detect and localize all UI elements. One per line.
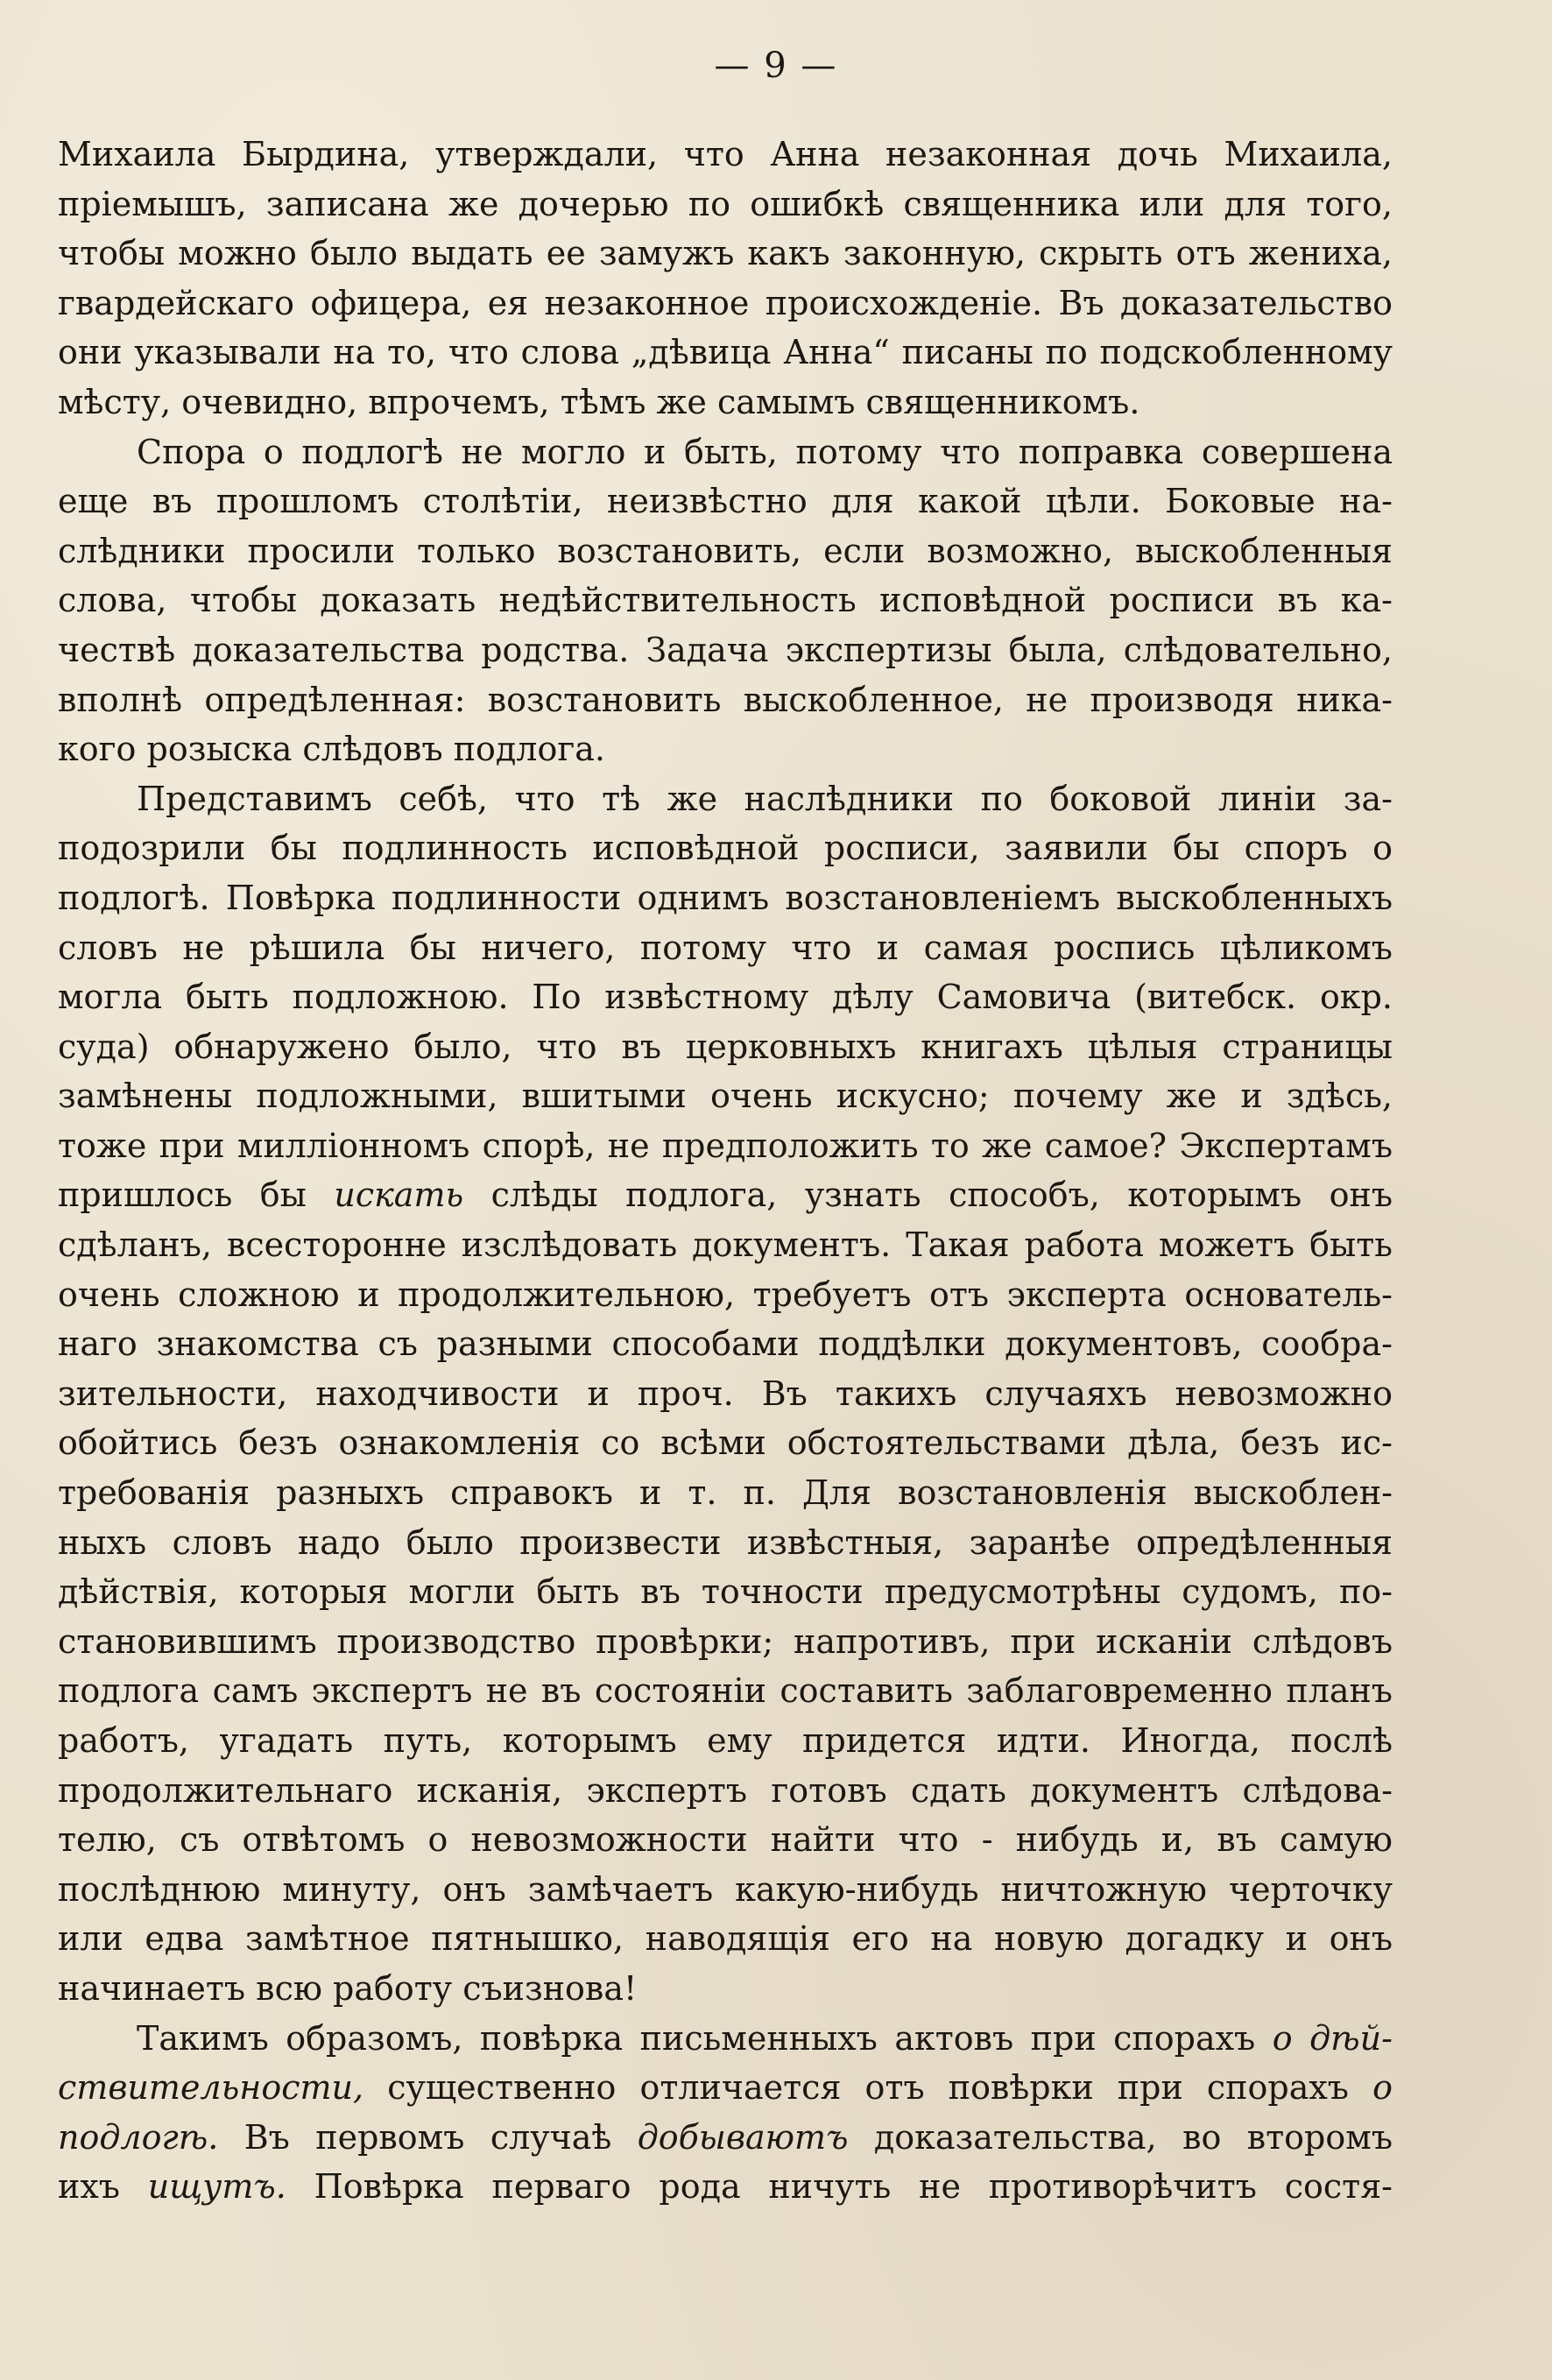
text-run: Такимъ образомъ, повѣрка письменныхъ актовъ при спорахъ bbox=[137, 2018, 1273, 2058]
text-run: ихъ bbox=[58, 2167, 148, 2207]
text-run: подлогѣ. Повѣрка подлинности однимъ возстановленіемъ выскобленныхъ bbox=[58, 878, 1393, 917]
text-line bbox=[58, 1815, 1393, 1865]
text-line bbox=[58, 1121, 1393, 1171]
text-line bbox=[58, 1468, 1393, 1518]
text-line bbox=[58, 328, 1393, 378]
text-run: кого розыска слѣдовъ подлога. bbox=[58, 730, 605, 769]
text-line bbox=[58, 1617, 1393, 1667]
text-line bbox=[58, 576, 1393, 625]
text-run: зительности, находчивости и проч. Въ такихъ случаяхъ невозможно bbox=[58, 1374, 1393, 1413]
text-run: слѣдники просили только возстановить, если возможно, выскобленныя bbox=[58, 531, 1393, 570]
text-run: слова, чтобы доказать недѣйствительность исповѣдной росписи въ ка- bbox=[58, 581, 1393, 620]
text-run: суда) обнаружено было, что въ церковныхъ книгахъ цѣлыя страницы bbox=[58, 1027, 1393, 1066]
text-run: сдѣланъ, всесторонне изслѣдовать документъ. Такая работа можетъ быть bbox=[58, 1225, 1393, 1265]
text-run: послѣднюю минуту, онъ замѣчаетъ какую-нибудь ничтожную черточку bbox=[58, 1869, 1393, 1909]
text-run: наго знакомства съ разными способами поддѣлки документовъ, сообра- bbox=[58, 1324, 1393, 1364]
text-run: обойтись безъ ознакомленія со всѣми обстоятельствами дѣла, безъ ис- bbox=[58, 1423, 1393, 1463]
text-run: Представимъ себѣ, что тѣ же наслѣдники по боковой линіи за- bbox=[137, 779, 1393, 818]
text-run: или едва замѣтное пятнышко, наводящія его на новую догадку и онъ bbox=[58, 1919, 1393, 1959]
text-line bbox=[58, 1716, 1393, 1766]
italic-text: подлогѣ. bbox=[58, 2117, 219, 2157]
text-line bbox=[58, 526, 1393, 576]
text-run: могла быть подложною. По извѣстному дѣлу Самовича (витебск. окр. bbox=[58, 978, 1393, 1017]
text-line bbox=[58, 972, 1393, 1022]
text-run: еще въ прошломъ столѣтіи, неизвѣстно для какой цѣли. Боковые на- bbox=[58, 482, 1393, 521]
text-run: пріемышъ, записана же дочерью по ошибкѣ священника или для того, bbox=[58, 184, 1393, 223]
text-line bbox=[58, 477, 1393, 526]
text-line bbox=[58, 1766, 1393, 1816]
text-run: становившимъ производство провѣрки; напротивъ, при исканіи слѣдовъ bbox=[58, 1621, 1393, 1661]
text-line bbox=[58, 724, 1393, 774]
text-line bbox=[58, 1518, 1393, 1568]
text-line bbox=[58, 1666, 1393, 1716]
text-run: подозрили бы подлинность исповѣдной росписи, заявили бы споръ о bbox=[58, 829, 1393, 868]
text-run: Михаила Бырдина, утверждали, что Анна незаконная дочь Михаила, bbox=[58, 135, 1393, 173]
text-run: словъ не рѣшила бы ничего, потому что и самая роспись цѣликомъ bbox=[58, 928, 1393, 967]
body-text bbox=[58, 130, 1393, 2212]
text-run: тоже при милліонномъ спорѣ, не предположить то же самое? Экспертамъ bbox=[58, 1126, 1393, 1165]
text-run: требованія разныхъ справокъ и т. п. Для возстановленія выскоблен- bbox=[58, 1473, 1393, 1513]
text-line bbox=[58, 229, 1393, 279]
text-run: Спора о подлогѣ не могло и быть, потому что поправка совершена bbox=[137, 432, 1393, 471]
text-line bbox=[58, 675, 1393, 725]
text-run: слѣды подлога, узнать способъ, которымъ онъ bbox=[463, 1176, 1393, 1215]
text-run: они указывали на то, что слова „дѣвица Анна“ писаны по подскобленному bbox=[58, 333, 1393, 372]
text-line bbox=[58, 923, 1393, 973]
text-run: Повѣрка перваго рода ничуть не противорѣчитъ состя- bbox=[286, 2167, 1393, 2207]
text-run: телю, съ отвѣтомъ о невозможности найти что - нибудь и, въ самую bbox=[58, 1820, 1393, 1860]
text-line bbox=[58, 378, 1393, 427]
italic-text: о bbox=[1372, 2068, 1393, 2108]
text-run: замѣнены подложными, вшитыми очень искусно; почему же и здѣсь, bbox=[58, 1077, 1393, 1116]
text-line bbox=[58, 180, 1393, 230]
text-line bbox=[58, 2014, 1393, 2064]
text-run: начинаетъ всю работу съизнова! bbox=[58, 1968, 638, 2008]
text-line bbox=[58, 1914, 1393, 1964]
text-line bbox=[58, 2162, 1393, 2212]
text-run: гвардейскаго офицера, ея незаконное происхожденіе. Въ доказательство bbox=[58, 283, 1393, 322]
text-line bbox=[58, 1369, 1393, 1419]
text-run: мѣсту, очевидно, впрочемъ, тѣмъ же самымъ священникомъ. bbox=[58, 382, 1140, 421]
text-line bbox=[58, 1865, 1393, 1915]
text-run: дѣйствія, которыя могли быть въ точности предусмотрѣны судомъ, по- bbox=[58, 1572, 1393, 1612]
text-run: пришлось бы bbox=[58, 1176, 335, 1215]
text-run: продолжительнаго исканія, экспертъ готовъ сдать документъ слѣдова- bbox=[58, 1770, 1393, 1810]
text-line bbox=[58, 1319, 1393, 1369]
text-line bbox=[58, 2063, 1393, 2113]
text-line bbox=[58, 1270, 1393, 1320]
text-line bbox=[58, 1170, 1393, 1220]
text-line bbox=[58, 823, 1393, 873]
text-line bbox=[58, 427, 1393, 477]
page-number: — 9 — bbox=[714, 46, 838, 86]
text-run: подлога самъ экспертъ не въ состояніи составить заблаговременно планъ bbox=[58, 1671, 1393, 1711]
italic-text: искать bbox=[334, 1176, 464, 1215]
text-line bbox=[58, 1567, 1393, 1617]
text-line bbox=[58, 1071, 1393, 1121]
text-line bbox=[58, 873, 1393, 923]
italic-text: добываютъ bbox=[637, 2117, 849, 2157]
text-run: работъ, угадать путь, которымъ ему придется идти. Иногда, послѣ bbox=[58, 1721, 1393, 1760]
text-line bbox=[58, 1418, 1393, 1468]
italic-text: ствительности, bbox=[58, 2068, 364, 2108]
text-line bbox=[58, 774, 1393, 824]
text-run: существенно отличается отъ повѣрки при спорахъ bbox=[363, 2068, 1373, 2108]
text-run: очень сложною и продолжительною, требуетъ отъ эксперта основатель- bbox=[58, 1275, 1393, 1314]
italic-text: о дѣй- bbox=[1272, 2018, 1393, 2058]
text-line bbox=[58, 1022, 1393, 1072]
text-run: вполнѣ опредѣленная: возстановить выскобленное, не производя ника- bbox=[58, 680, 1393, 719]
text-line bbox=[58, 130, 1393, 180]
text-line bbox=[58, 2113, 1393, 2163]
text-run: доказательства, во второмъ bbox=[848, 2117, 1393, 2157]
text-run: Въ первомъ случаѣ bbox=[218, 2117, 638, 2157]
text-line bbox=[58, 1964, 1393, 2014]
italic-text: ищутъ. bbox=[147, 2167, 286, 2207]
text-run: чествѣ доказательства родства. Задача экспертизы была, слѣдовательно, bbox=[58, 630, 1393, 669]
text-line bbox=[58, 279, 1393, 328]
text-run: ныхъ словъ надо было произвести извѣстныя, заранѣе опредѣленныя bbox=[58, 1522, 1393, 1562]
text-line bbox=[58, 1220, 1393, 1270]
text-line bbox=[58, 625, 1393, 675]
text-run: чтобы можно было выдать ее замужъ какъ законную, скрыть отъ жениха, bbox=[58, 234, 1393, 273]
